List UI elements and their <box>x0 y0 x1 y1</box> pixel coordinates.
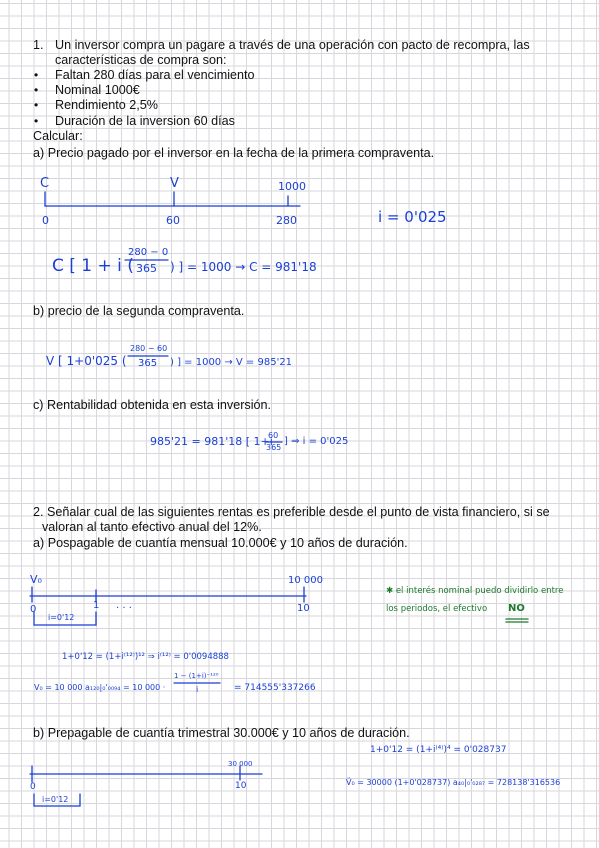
calcular-label: Calcular: <box>33 129 83 143</box>
q1-bullet-3: Rendimiento 2,5% <box>55 98 158 112</box>
timeline-2a-10000: 10 000 <box>288 575 323 586</box>
rate-box-2a: i=0'12 <box>48 613 75 622</box>
formula-b-right: ) ] = 1000 → V = 985'21 <box>170 357 293 368</box>
question-2a: a) Pospagable de cuantía mensual 10.000€ y 10 años de duración. <box>33 536 408 550</box>
note-line1: ✱ el interés nominal puedo dividirlo entre <box>386 586 564 596</box>
q1-number: 1. <box>33 38 44 52</box>
question-a: a) Precio pagado por el inversor en la fecha de la primera compraventa. <box>33 146 435 160</box>
timeline-2a-dots: . . . <box>116 600 132 611</box>
timeline-2a-v0: V₀ <box>30 573 42 586</box>
formula-a-right: ) ] = 1000 → C = 981'18 <box>170 260 317 274</box>
timeline-2b-10: 10 <box>235 781 247 791</box>
q2-statement-line1: 2. Señalar cual de las siguientes rentas es preferible desde el punto de vista financiero, si se <box>33 505 550 519</box>
equation-2a-2-numerator: 1 − (1+i)⁻¹²⁰ <box>174 672 219 680</box>
formula-a-denominator: 365 <box>136 262 157 275</box>
timeline-a-60: 60 <box>166 214 180 227</box>
formula-b-denominator: 365 <box>138 358 158 369</box>
q1-bullet-4: Duración de la inversion 60 días <box>55 114 235 128</box>
question-b: b) precio de la segunda compraventa. <box>33 304 245 318</box>
timeline-a-v: V <box>170 176 179 191</box>
formula-c-denominator: 365 <box>266 443 282 452</box>
timeline-2a-10: 10 <box>297 603 310 614</box>
question-2b: b) Prepagable de cuantía trimestral 30.000€ y 10 años de duración. <box>33 726 410 740</box>
equation-2a-2-left: V₀ = 10 000 a₁₂₀|₀'₀₀₉₄ = 10 000 · <box>34 683 166 692</box>
formula-b-numerator: 280 − 60 <box>130 344 168 353</box>
timeline-a-1000: 1000 <box>278 180 306 193</box>
timeline-a-c: C <box>40 176 50 191</box>
q1-bullet-1: Faltan 280 días para el vencimiento <box>55 68 255 82</box>
equation-2a-1: 1+0'12 = (1+i⁽¹²⁾)¹² ⇒ i⁽¹²⁾ = 0'0094888 <box>62 652 229 662</box>
equation-2b-2: V̈₀ = 30000 (1+0'028737) a₄₀|₀'₀₂₈₇ = 728138'316536 <box>346 778 561 787</box>
equation-2b-1: 1+0'12 = (1+i⁽⁴⁾)⁴ = 0'028737 <box>370 745 507 755</box>
timeline-2b-30000: 30 000 <box>228 760 253 768</box>
formula-a-left: C [ 1 + i ( <box>52 256 134 276</box>
bullet-4: • <box>34 114 39 128</box>
formula-a-numerator: 280 − 0 <box>128 247 169 258</box>
bullet-3: • <box>34 98 39 112</box>
timeline-a-0: 0 <box>42 214 49 227</box>
bullet-1: • <box>34 68 39 82</box>
timeline-2a-1: 1 <box>93 600 100 611</box>
question-c: c) Rentabilidad obtenida en esta inversión. <box>33 398 272 412</box>
formula-b-left: V [ 1+0'025 ( <box>46 354 127 368</box>
timeline-2b-0: 0 <box>30 782 36 792</box>
q1-statement-line1: Un inversor compra un pagare a través de una operación con pacto de recompra, las <box>55 38 530 52</box>
formula-c-numerator: 60 <box>268 431 279 440</box>
bullet-2: • <box>34 83 39 97</box>
equation-2a-2-right: = 714555'337266 <box>234 683 316 693</box>
q2-statement-line2: valoran al tanto efectivo anual del 12%. <box>42 520 262 534</box>
rate-i-0025: i = 0'025 <box>378 208 447 226</box>
timeline-2a-0: 0 <box>30 604 37 615</box>
formula-c-left: 985'21 = 981'18 [ 1+i <box>150 435 273 448</box>
equation-2a-2-denominator: i <box>196 685 199 694</box>
rate-box-2b: i=0'12 <box>42 795 69 804</box>
note-line2: los periodos, el efectivo <box>386 604 488 614</box>
q1-statement-line2: características de compra son: <box>55 53 227 67</box>
formula-c-right: ] ⇒ i = 0'025 <box>284 436 349 447</box>
note-no: NO <box>508 603 525 614</box>
timeline-a-280: 280 <box>276 214 297 227</box>
q1-bullet-2: Nominal 1000€ <box>55 83 140 97</box>
